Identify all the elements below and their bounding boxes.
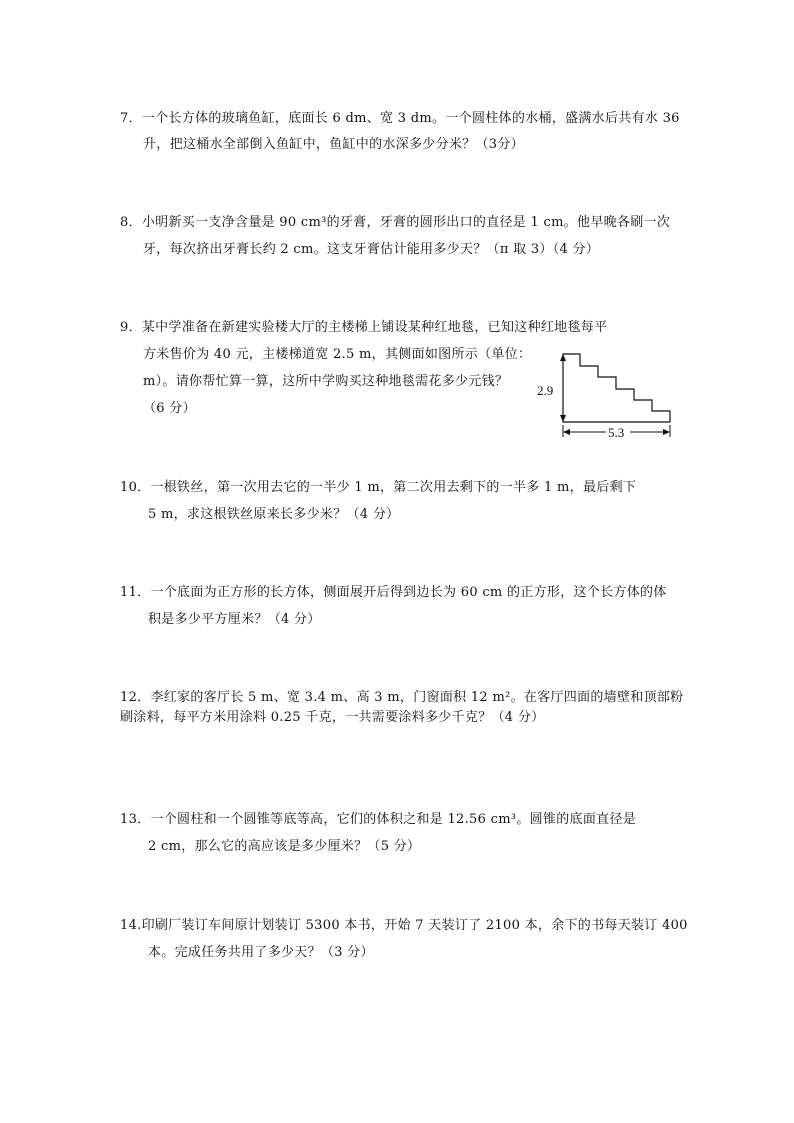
problem-11-line-2: 积是多少平方厘米？（4 分） [148, 612, 321, 627]
height-arrow-bottom [560, 415, 566, 422]
problem-10-line-1: 10．一根铁丝，第一次用去它的一半少 1 m，第二次用去剩下的一半多 1 m，最后剩下 [120, 480, 637, 495]
width-arrow-left [563, 429, 570, 435]
staircase-outline [563, 354, 670, 422]
problem-10-line-2: 5 m，求这根铁丝原来长多少米？（4 分） [148, 507, 400, 522]
problem-9-line-2: 方米售价为 40 元，主楼梯道宽 2.5 m，其侧面如图所示（单位： [143, 347, 532, 362]
staircase-figure [530, 343, 680, 443]
problem-14-line-2: 本。完成任务共用了多少天？（3 分） [148, 945, 374, 960]
problem-8-line-2: 牙，每次挤出牙膏长约 2 cm。这支牙膏估计能用多少天？（π 取 3）（4 分） [143, 242, 600, 257]
problem-9-line-4: （6 分） [143, 401, 196, 416]
problem-9-line-3: m）。请你帮忙算一算，这所中学购买这种地毯需花多少元钱？ [143, 374, 509, 389]
problem-7-line-2: 升，把这桶水全部倒入鱼缸中，鱼缸中的水深多少分米？（3分） [143, 137, 524, 152]
problem-14-line-1: 14.印刷厂装订车间原计划装订 5300 本书，开始 7 天装订了 2100 本，余下的书每天装订 400 [120, 918, 688, 933]
height-label: 2.9 [537, 383, 554, 398]
height-arrow-top [560, 354, 566, 361]
width-arrow-right [663, 429, 670, 435]
problem-8-line-1: 8．小明新买一支净含量是 90 cm³的牙膏，牙膏的圆形出口的直径是 1 cm。他早晚各刷一次 [120, 215, 671, 230]
problem-12-line-2: 刷涂料，每平方米用涂料 0.25 千克，一共需要涂料多少千克？（4 分） [120, 710, 545, 725]
problem-9-line-1: 9．某中学准备在新建实验楼大厅的主楼梯上铺设某种红地毯，已知这种红地毯每平 [120, 320, 608, 335]
width-label: 5.3 [608, 425, 625, 440]
problem-11-line-1: 11．一个底面为正方形的长方体，侧面展开后得到边长为 60 cm 的正方形，这个长方体的体 [120, 585, 667, 600]
problem-13-line-2: 2 cm，那么它的高应该是多少厘米？（5 分） [148, 839, 421, 854]
problem-13-line-1: 13．一个圆柱和一个圆锥等底等高，它们的体积之和是 12.56 cm³。圆锥的底面直径是 [120, 812, 637, 827]
problem-12-line-1: 12．李红家的客厅长 5 m、宽 3.4 m、高 3 m，门窗面积 12 m²。在客厅四面的墙壁和顶部粉 [120, 690, 684, 705]
problem-7-line-1: 7．一个长方体的玻璃鱼缸，底面长 6 dm、宽 3 dm。一个圆柱体的水桶，盛满水后共有水 36 [120, 111, 680, 126]
